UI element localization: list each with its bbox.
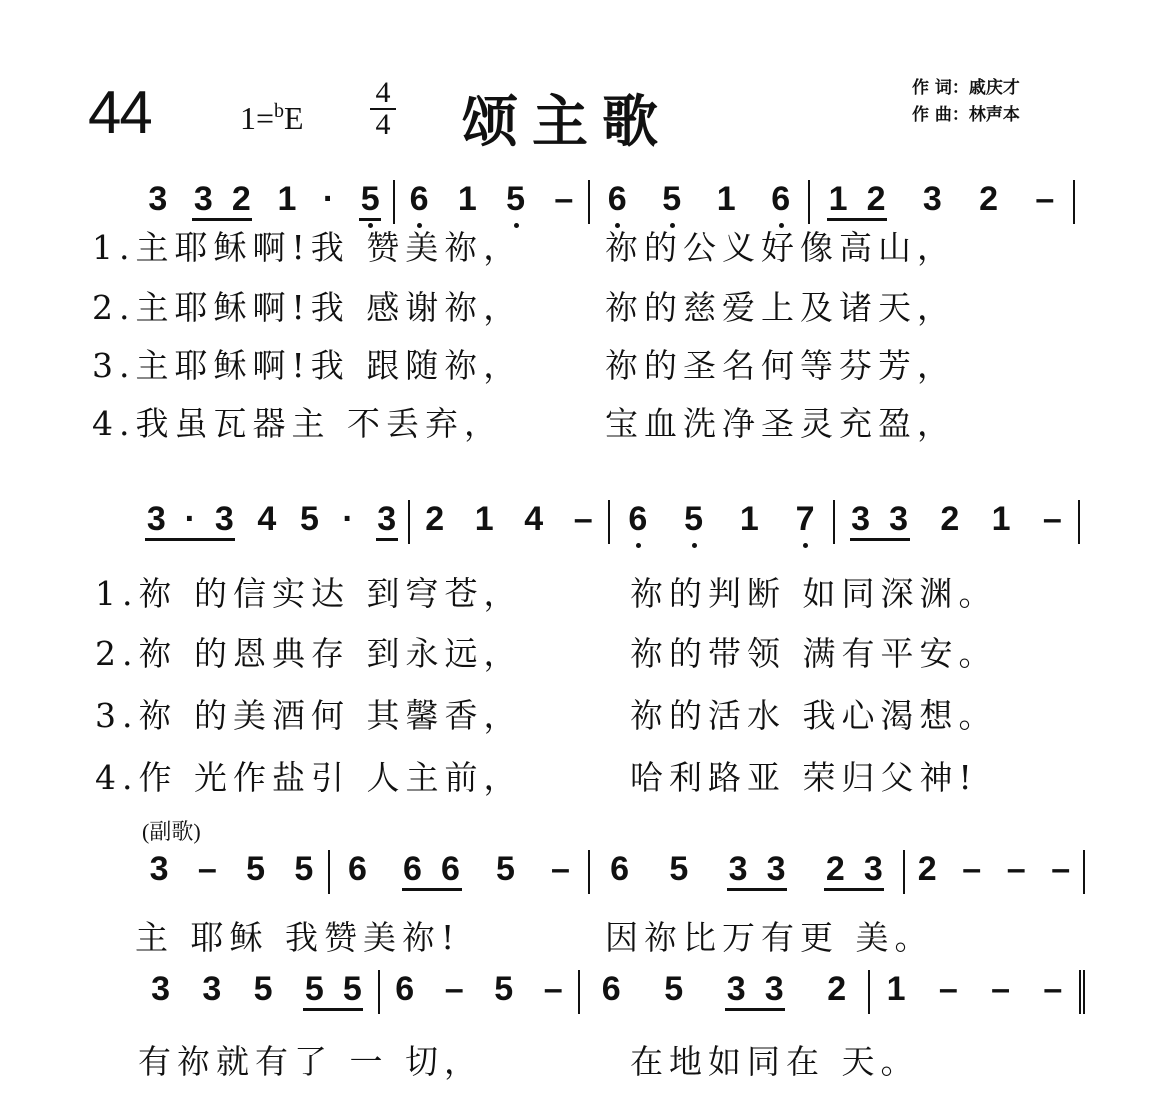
- note: 2: [825, 850, 845, 888]
- note: 3: [728, 850, 748, 888]
- lyric-line: [95, 752, 978, 799]
- lyric-line: [92, 282, 956, 329]
- key-note: E: [284, 100, 304, 136]
- measure: [810, 180, 1075, 224]
- note: 5: [669, 850, 689, 888]
- eighth-note-group: [303, 970, 363, 1011]
- augmentation-dot: ·: [322, 180, 335, 218]
- time-top: 4: [375, 76, 391, 109]
- lyric-phrase: 4.我虽瓦器主 不丢弃，: [92, 404, 503, 443]
- eighth-note-group: [824, 850, 884, 891]
- note: 1: [474, 500, 494, 538]
- dash-note: –: [962, 850, 982, 888]
- lyric-phrase: 3.祢 的美酒何 其馨香，: [95, 696, 523, 735]
- measure: [905, 850, 1085, 894]
- measure: [395, 180, 590, 224]
- note: 3: [377, 500, 397, 538]
- lyric-phrase: 1.祢 的信实达 到穹苍，: [95, 574, 523, 613]
- eighth-note-group: [359, 180, 381, 221]
- measure: [330, 850, 590, 894]
- note: 3: [922, 180, 942, 218]
- note: 5: [300, 500, 319, 538]
- note: 1: [739, 500, 759, 538]
- lyric-phrase: 祢的带领 满有平安。: [630, 634, 998, 673]
- song-number: 44: [88, 79, 151, 146]
- dash-note: –: [573, 500, 593, 538]
- time-signature: [368, 78, 398, 140]
- note: 1: [828, 180, 848, 218]
- note: 4: [524, 500, 544, 538]
- lyric-phrase: 祢的公义好像高山，: [605, 228, 956, 267]
- lyric-phrase: 有祢就有了 一 切，: [138, 1042, 483, 1081]
- flat-sign: b: [274, 100, 285, 122]
- note: 3: [202, 970, 222, 1008]
- note: 5: [246, 850, 266, 888]
- dash-note: –: [1006, 850, 1026, 888]
- note: 3: [863, 850, 883, 888]
- lyric-phrase: 祢的慈爱上及诸天，: [605, 288, 956, 327]
- lyric-phrase: 1.主耶稣啊!我 赞美祢，: [92, 228, 523, 267]
- lyric-phrase: 2.祢 的恩典存 到永远，: [95, 634, 523, 673]
- key-signature: [240, 100, 304, 137]
- note: 5: [506, 180, 526, 218]
- note: 6: [628, 500, 648, 538]
- note: 6: [610, 850, 630, 888]
- note: 3: [726, 970, 746, 1008]
- note: 1: [457, 180, 477, 218]
- note: 6: [601, 970, 621, 1008]
- lyric-phrase: 3.主耶稣啊!我 跟随祢，: [92, 346, 523, 385]
- note: 5: [494, 970, 514, 1008]
- note: 6: [771, 180, 791, 218]
- note: 2: [425, 500, 445, 538]
- note: 3: [149, 850, 169, 888]
- lyric-phrase: 在地如同在 天。: [630, 1042, 920, 1081]
- note: 5: [662, 180, 682, 218]
- eighth-note-group: [145, 500, 235, 541]
- note: 5: [304, 970, 324, 1008]
- note: 6: [348, 850, 367, 888]
- measure: [590, 850, 905, 894]
- note: 2: [917, 850, 937, 888]
- augmentation-dot: ·: [184, 500, 196, 538]
- notation-line: [135, 500, 1080, 558]
- augmentation-dot: ·: [342, 500, 354, 538]
- dash-note: –: [1051, 850, 1071, 888]
- note: 2: [231, 180, 251, 218]
- note: 2: [827, 970, 847, 1008]
- measure: [135, 500, 410, 544]
- note: 3: [148, 180, 168, 218]
- note: 1: [716, 180, 736, 218]
- dash-note: –: [1042, 500, 1062, 538]
- note: 5: [360, 180, 380, 218]
- note: 1: [277, 180, 297, 218]
- note: 5: [294, 850, 314, 888]
- lyric-phrase: 2.主耶稣啊!我 感谢祢，: [92, 288, 523, 327]
- lyric-line: [92, 222, 956, 269]
- lyric-line: [138, 1036, 920, 1083]
- chorus-label: (副歌): [142, 819, 201, 844]
- note: 2: [940, 500, 960, 538]
- note: 5: [253, 970, 273, 1008]
- note: 5: [342, 970, 362, 1008]
- note: 3: [151, 970, 171, 1008]
- dash-note: –: [543, 970, 563, 1008]
- lyric-phrase: 主 耶稣 我赞美祢!: [135, 918, 461, 957]
- lyric-phrase: 祢的圣名何等芬芳，: [605, 346, 956, 385]
- key-prefix: 1=: [240, 100, 275, 136]
- measure: [580, 970, 870, 1014]
- note: 3: [766, 850, 786, 888]
- eighth-note-group: [725, 970, 785, 1011]
- dash-note: –: [554, 180, 574, 218]
- eighth-note-group: [376, 500, 398, 541]
- note: 1: [991, 500, 1011, 538]
- note: 3: [193, 180, 213, 218]
- dash-note: –: [938, 970, 958, 1008]
- lyric-phrase: 宝血洗净圣灵充盈，: [605, 404, 956, 443]
- note: 3: [214, 500, 234, 538]
- notation-line: [135, 850, 1085, 908]
- note: 1: [886, 970, 906, 1008]
- note: 6: [441, 850, 460, 888]
- note: 6: [403, 850, 422, 888]
- note: 6: [395, 970, 415, 1008]
- dash-note: –: [1043, 970, 1063, 1008]
- lyric-phrase: 哈利路亚 荣归父神!: [630, 758, 978, 797]
- notation-line: [135, 970, 1085, 1028]
- lyric-line: [95, 568, 998, 615]
- lyric-phrase: 因祢比万有更 美。: [605, 918, 934, 957]
- note: 3: [851, 500, 871, 538]
- dash-note: –: [444, 970, 464, 1008]
- lyric-line: [95, 690, 998, 737]
- lyric-phrase: 4.作 光作盐引 人主前，: [95, 758, 523, 797]
- lyric-phrase: 祢的判断 如同深渊。: [630, 574, 998, 613]
- lyric-line: [135, 912, 934, 959]
- note: 5: [684, 500, 704, 538]
- note: 3: [889, 500, 909, 538]
- note: 2: [866, 180, 886, 218]
- measure: [590, 180, 810, 224]
- measure: [380, 970, 580, 1014]
- measure: [410, 500, 610, 544]
- dash-note: –: [991, 970, 1011, 1008]
- lyric-line: [95, 628, 998, 675]
- note: 4: [257, 500, 277, 538]
- dash-note: –: [551, 850, 570, 888]
- measure: [835, 500, 1080, 544]
- eighth-note-group: [827, 180, 887, 221]
- note: 6: [607, 180, 627, 218]
- credits: [912, 75, 1020, 129]
- measure: [135, 970, 380, 1014]
- eighth-note-group: [727, 850, 787, 891]
- lyric-phrase: 祢的活水 我心渴想。: [630, 696, 998, 735]
- note: 3: [146, 500, 166, 538]
- dash-note: –: [1035, 180, 1055, 218]
- note: 3: [764, 970, 784, 1008]
- lyricist: 作 词：戚庆才: [912, 78, 1020, 98]
- dash-note: –: [197, 850, 217, 888]
- note: 5: [664, 970, 684, 1008]
- time-bottom: 4: [375, 108, 391, 141]
- lyric-line: [92, 398, 956, 445]
- note: 5: [496, 850, 515, 888]
- measure: [135, 850, 330, 894]
- song-title: 颂主歌: [462, 90, 672, 155]
- eighth-note-group: [192, 180, 252, 221]
- lyric-line: [92, 340, 956, 387]
- note: 2: [979, 180, 999, 218]
- composer: 作 曲：林声本: [912, 105, 1020, 125]
- note: 7: [795, 500, 815, 538]
- eighth-note-group: [850, 500, 910, 541]
- measure: [135, 180, 395, 224]
- measure: [610, 500, 835, 544]
- note: 6: [409, 180, 429, 218]
- measure: [870, 970, 1085, 1014]
- eighth-note-group: [402, 850, 462, 891]
